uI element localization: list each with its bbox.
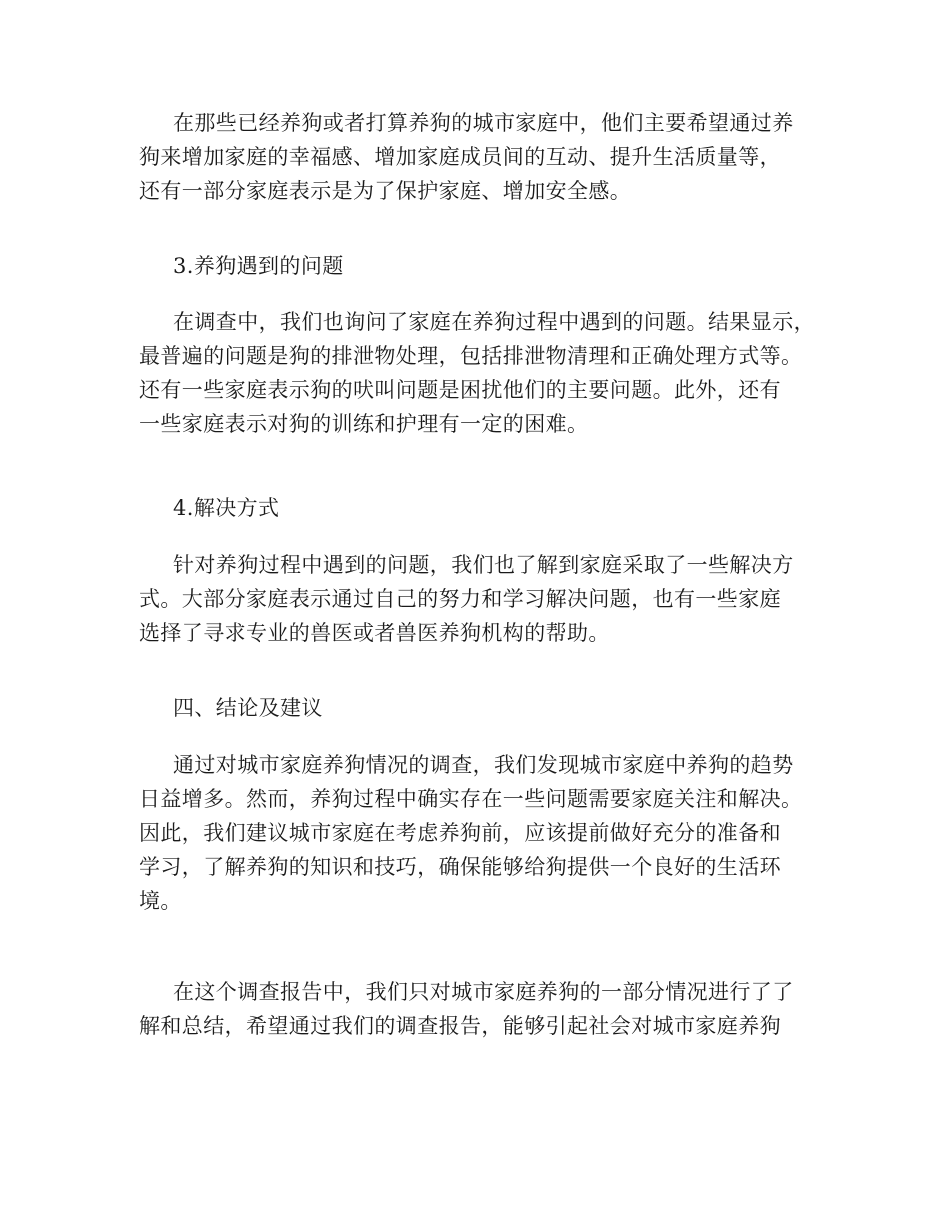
section-heading-solutions (139, 491, 839, 525)
text-line: 日益增多。然而，养狗过程中确实存在一些问题需要家庭关注和解决。 (139, 787, 803, 811)
text-line: 选择了寻求专业的兽医或者兽医养狗机构的帮助。 (139, 621, 610, 645)
text-line: 在调查中，我们也询问了家庭在养狗过程中遇到的问题。结果显示， (173, 310, 815, 334)
text-line: 通过对城市家庭养狗情况的调查，我们发现城市家庭中养狗的趋势 (173, 753, 794, 777)
section-heading-conclusion (139, 691, 839, 725)
paragraph-closing (139, 975, 839, 1043)
text-line: 境。 (139, 889, 182, 913)
text-line: 还有一部分家庭表示是为了保护家庭、增加安全感。 (139, 179, 632, 203)
text-line: 最普遍的问题是狗的排泄物处理，包括排泄物清理和正确处理方式等。 (139, 344, 803, 368)
paragraph-problems (139, 305, 839, 441)
text-line: 因此，我们建议城市家庭在考虑养狗前，应该提前做好充分的准备和 (139, 821, 781, 845)
text-line: 在那些已经养狗或者打算养狗的城市家庭中，他们主要希望通过养 (173, 111, 794, 135)
text-line: 狗来增加家庭的幸福感、增加家庭成员间的互动、提升生活质量等， (139, 145, 781, 169)
text-line: 式。大部分家庭表示通过自己的努力和学习解决问题，也有一些家庭 (139, 587, 781, 611)
text-line: 解和总结，希望通过我们的调查报告，能够引起社会对城市家庭养狗 (139, 1014, 781, 1038)
heading-text: 4.解决方式 (173, 496, 280, 520)
heading-text: 3.养狗遇到的问题 (173, 254, 344, 278)
paragraph-solutions (139, 548, 839, 650)
paragraph-wishes (139, 106, 839, 208)
text-line: 在这个调查报告中，我们只对城市家庭养狗的一部分情况进行了了 (173, 980, 794, 1004)
text-line: 还有一些家庭表示狗的吠叫问题是困扰他们的主要问题。此外，还有 (139, 378, 781, 402)
paragraph-conclusion (139, 748, 839, 918)
text-line: 一些家庭表示对狗的训练和护理有一定的困难。 (139, 412, 589, 436)
heading-text: 四、结论及建议 (173, 696, 323, 720)
text-line: 学习，了解养狗的知识和技巧，确保能够给狗提供一个良好的生活环 (139, 855, 781, 879)
section-heading-problems (139, 249, 839, 283)
text-line: 针对养狗过程中遇到的问题，我们也了解到家庭采取了一些解决方 (173, 553, 794, 577)
